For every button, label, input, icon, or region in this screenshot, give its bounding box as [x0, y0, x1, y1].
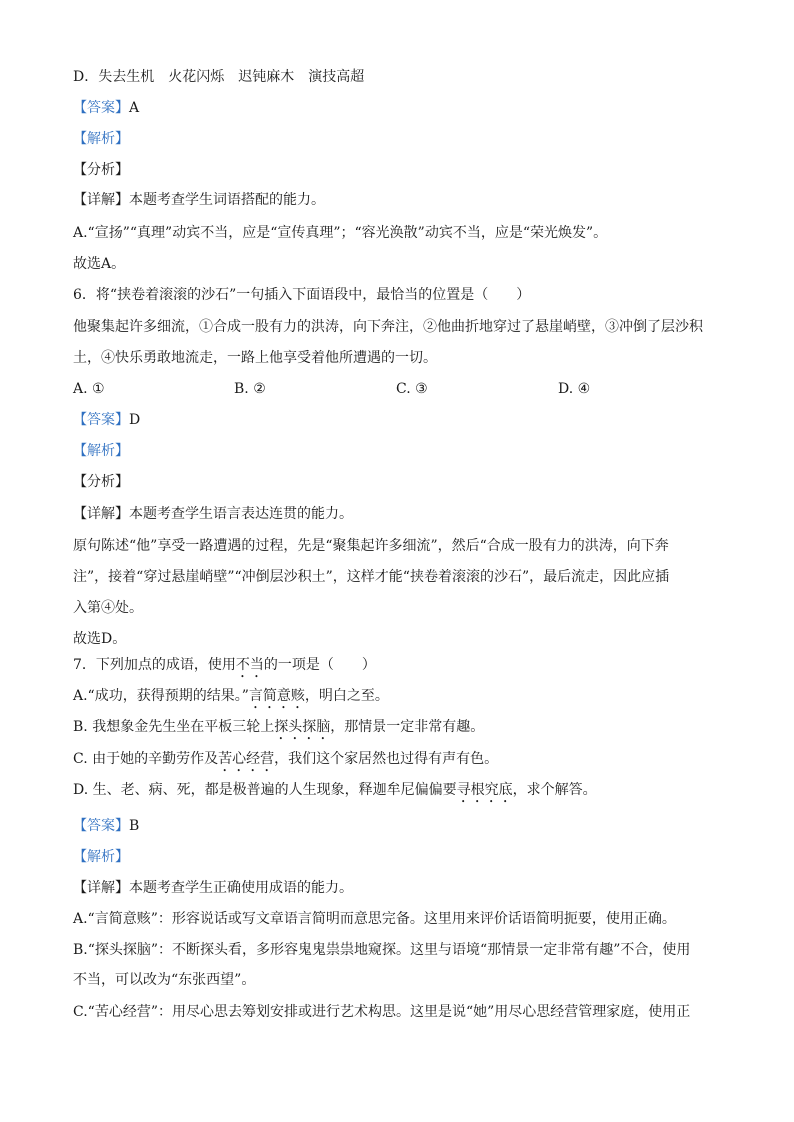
answer-tag: 【答案】	[73, 412, 129, 428]
analysis-tag: 【解析】	[73, 131, 129, 147]
option-text: C. 由于她的辛勤劳作及	[73, 751, 219, 767]
q6-explanation-line-3: 入第④处。	[73, 600, 143, 616]
answer-value: B	[129, 818, 140, 834]
answer-value: D	[129, 412, 141, 428]
dotted-idiom: 言简意赅	[248, 688, 305, 704]
q7-explanation-b-line-1: B.“探头探脑”：不断探头看，多形容鬼鬼祟祟地窥探。这里与语境“那情景一定非常有趣”不合，使用	[73, 942, 691, 958]
dotted-idiom: 寻根究底	[456, 782, 513, 798]
answer-tag: 【答案】	[73, 818, 129, 834]
dotted-idiom: 苦心经营	[218, 751, 275, 767]
q6-option-d: D. ④	[558, 381, 591, 397]
q5-conclusion: 故选A。	[73, 256, 126, 272]
q7-option-b	[73, 717, 723, 743]
q6-option-c: C. ③	[396, 381, 428, 397]
option-text-end: ，求个解答。	[512, 782, 597, 798]
q6-explanation-line-1: 原句陈述“他”享受一路遭遇的过程，先是“聚集起许多细流”，然后“合成一股有力的洪涛，向下奔	[73, 538, 669, 554]
q6-option-a: A. ①	[73, 381, 105, 397]
q6-passage-line-2: 土，④快乐勇敢地流走，一路上他享受着他所遭遇的一切。	[73, 350, 437, 366]
q6-conclusion: 故选D。	[73, 631, 127, 647]
q6-option-b: B. ②	[234, 381, 266, 397]
q7-explanation-c: C.“苦心经营”：用尽心思去筹划安排或进行艺术构思。这里是说“她”用尽心思经营管理家庭，使用正	[73, 1004, 691, 1020]
q5-answer-line	[73, 98, 723, 118]
q6-detail: 【详解】本题考查学生语言表达连贯的能力。	[73, 506, 353, 522]
q7-stem-text: 7．下列加点的成语，使用	[73, 657, 236, 673]
q7-explanation-b-line-2: 不当，可以改为“东张西望”。	[73, 972, 256, 988]
fenxi-tag: 【分析】	[73, 162, 129, 178]
q6-passage-line-1: 他聚集起许多细流，①合成一股有力的洪涛，向下奔注，②他曲折地穿过了悬崖峭壁，③冲倒了层沙积	[73, 319, 703, 335]
option-text: B. 我想象金先生坐在平板三轮上	[73, 719, 275, 735]
q6-explanation-line-2: 注”，接着“穿过悬崖峭壁”“冲倒层沙积土”，这样才能“挟卷着滚滚的沙石”，最后流走，因此应插	[73, 569, 670, 585]
answer-tag: 【答案】	[73, 100, 129, 116]
q7-stem	[73, 655, 723, 681]
q7-stem-text-end: 的一项是（ ）	[263, 657, 376, 673]
q7-option-a	[73, 686, 723, 712]
fenxi-tag: 【分析】	[73, 474, 129, 490]
option-text-end: ，我们这个家居然也过得有声有色。	[274, 751, 499, 767]
q5-option-d: D．失去生机 火花闪烁 迟钝麻木 演技高超	[73, 69, 365, 85]
q7-option-c	[73, 749, 723, 775]
option-text-end: ，明白之至。	[304, 688, 389, 704]
q7-option-d	[73, 780, 723, 806]
option-text-end: ，那情景一定非常有趣。	[330, 719, 485, 735]
q5-explanation: A.“宣扬”“真理”动宾不当，应是“宣传真理”；“容光涣散”动宾不当，应是“荣光焕发”。	[73, 225, 608, 241]
q6-stem: 6．将“挟卷着滚滚的沙石”一句插入下面语段中，最恰当的位置是（ ）	[73, 287, 531, 303]
dotted-idiom: 探头探脑	[274, 719, 331, 735]
option-text: D. 生、老、病、死，都是极普遍的人生现象，释迦牟尼偏偏要	[73, 782, 457, 798]
q7-answer-line	[73, 816, 723, 836]
analysis-tag: 【解析】	[73, 443, 129, 459]
answer-value: A	[129, 100, 140, 116]
q7-stem-dotted: 不当	[235, 657, 264, 673]
option-text: A.“成功，获得预期的结果。”	[73, 688, 249, 704]
q6-answer-line	[73, 410, 723, 430]
q5-detail: 【详解】本题考查学生词语搭配的能力。	[73, 192, 325, 208]
analysis-tag: 【解析】	[73, 849, 129, 865]
q7-detail: 【详解】本题考查学生正确使用成语的能力。	[73, 880, 353, 896]
q7-explanation-a: A.“言简意赅”：形容说话或写文章语言简明而意思完备。这里用来评价话语简明扼要，使用正确。	[73, 911, 676, 927]
